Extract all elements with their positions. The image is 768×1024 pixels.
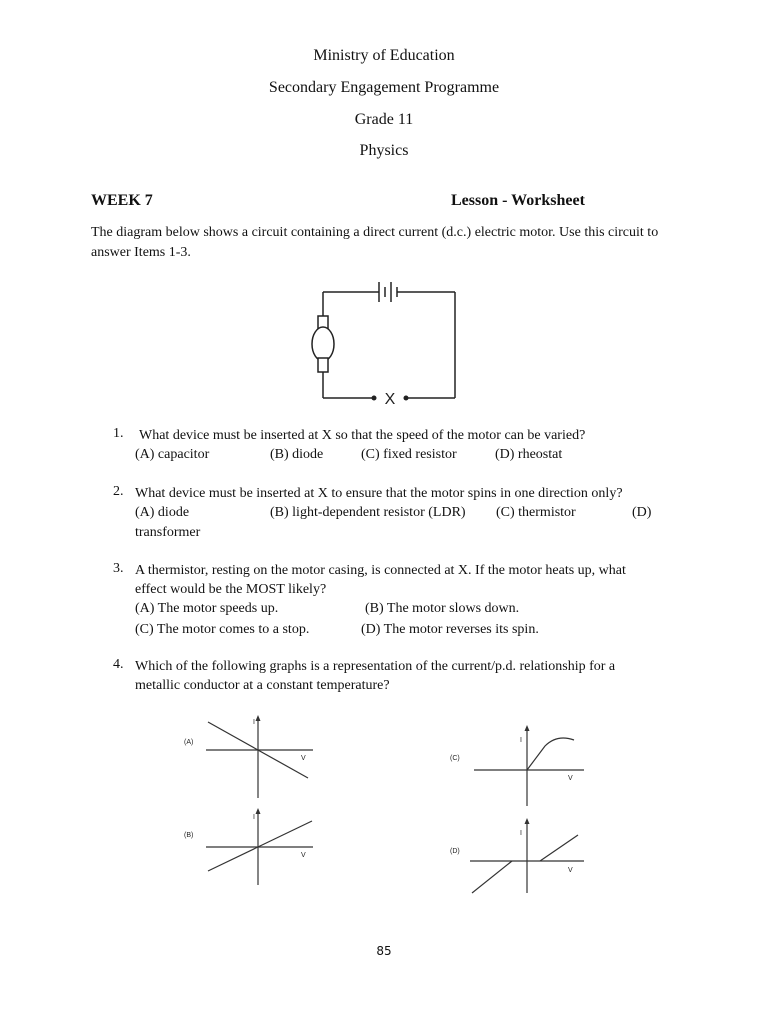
graph-a-v-label: V xyxy=(301,755,306,762)
graph-b-label: (B) xyxy=(184,832,194,839)
intro-text: The diagram below shows a circuit containing a direct current (d.c.) electric motor. Use this circuit to answer Items 1-3. xyxy=(91,225,659,260)
gap-terminal-right xyxy=(404,396,409,401)
graph-c-i-label: I xyxy=(520,737,522,744)
graph-b-i-label: I xyxy=(253,814,255,821)
header-programme: Secondary Engagement Programme xyxy=(268,79,500,96)
question-3-option-c: (C) The motor comes to a stop. xyxy=(135,622,310,637)
question-4-text-line-2: metallic conductor at a constant temperature? xyxy=(135,678,390,693)
question-2-text: What device must be inserted at X to ensure that the motor spins in one direction only? xyxy=(135,486,623,501)
graph-a-i-arrow xyxy=(256,715,261,721)
graph-a-i-label: I xyxy=(253,719,255,726)
question-1-option-b: (B) diode xyxy=(270,447,324,462)
graph-c-curve xyxy=(527,738,574,770)
question-3-text-line-2: effect would be the MOST likely? xyxy=(135,582,327,597)
question-2-option-c: (C) thermistor xyxy=(496,505,576,520)
lesson-label: Lesson - Worksheet xyxy=(451,192,585,209)
graph-b xyxy=(178,805,328,890)
motor-icon xyxy=(312,327,334,361)
question-3-number: 3. xyxy=(113,561,124,576)
question-4-text-line-1: Which of the following graphs is a representation of the current/p.d. relationship for a xyxy=(135,659,616,674)
question-1-option-a: (A) capacitor xyxy=(135,447,210,462)
circuit-diagram xyxy=(305,272,465,412)
question-2-number: 2. xyxy=(113,484,124,499)
question-3-text-line-1: A thermistor, resting on the motor casing, is connected at X. If the motor heats up, what xyxy=(135,563,626,578)
graph-d-line-positive xyxy=(540,835,578,861)
graph-d-v-label: V xyxy=(568,867,573,874)
question-3-option-a: (A) The motor speeds up. xyxy=(135,601,279,616)
graph-d-i-label: I xyxy=(520,830,522,837)
question-1-number: 1. xyxy=(113,426,124,441)
gap-label-x: X xyxy=(384,391,396,408)
question-3-option-b: (B) The motor slows down. xyxy=(365,601,520,616)
graph-a-label: (A) xyxy=(184,739,194,746)
graph-d-label: (D) xyxy=(450,848,460,855)
question-1-option-c: (C) fixed resistor xyxy=(361,447,457,462)
question-4-number: 4. xyxy=(113,657,124,672)
graph-c-i-arrow xyxy=(525,725,530,731)
graph-d xyxy=(442,815,612,897)
question-2-option-b: (B) light-dependent resistor (LDR) xyxy=(270,505,466,520)
question-2-option-a: (A) diode xyxy=(135,505,190,520)
header-ministry: Ministry of Education xyxy=(313,47,455,64)
graph-b-line xyxy=(208,821,312,871)
question-3-option-d: (D) The motor reverses its spin. xyxy=(361,622,539,637)
header-subject: Physics xyxy=(359,142,409,159)
graph-c-v-label: V xyxy=(568,775,573,782)
gap-terminal-left xyxy=(372,396,377,401)
graph-d-i-arrow xyxy=(525,818,530,824)
question-2-option-d-text: transformer xyxy=(135,525,201,540)
motor-brush-bottom xyxy=(318,358,328,372)
question-1-text: What device must be inserted at X so that the speed of the motor can be varied? xyxy=(139,428,586,443)
graph-c-label: (C) xyxy=(450,755,460,762)
question-1-option-d: (D) rheostat xyxy=(495,447,563,462)
graph-d-line-negative xyxy=(472,861,512,893)
graph-c xyxy=(442,722,612,812)
graph-b-i-arrow xyxy=(256,808,261,814)
header-grade: Grade 11 xyxy=(354,111,414,128)
graph-a xyxy=(178,712,328,802)
week-label: WEEK 7 xyxy=(91,192,153,209)
graph-b-v-label: V xyxy=(301,852,306,859)
question-2-option-d: (D) xyxy=(632,505,652,520)
page-number: 85 xyxy=(376,944,392,958)
